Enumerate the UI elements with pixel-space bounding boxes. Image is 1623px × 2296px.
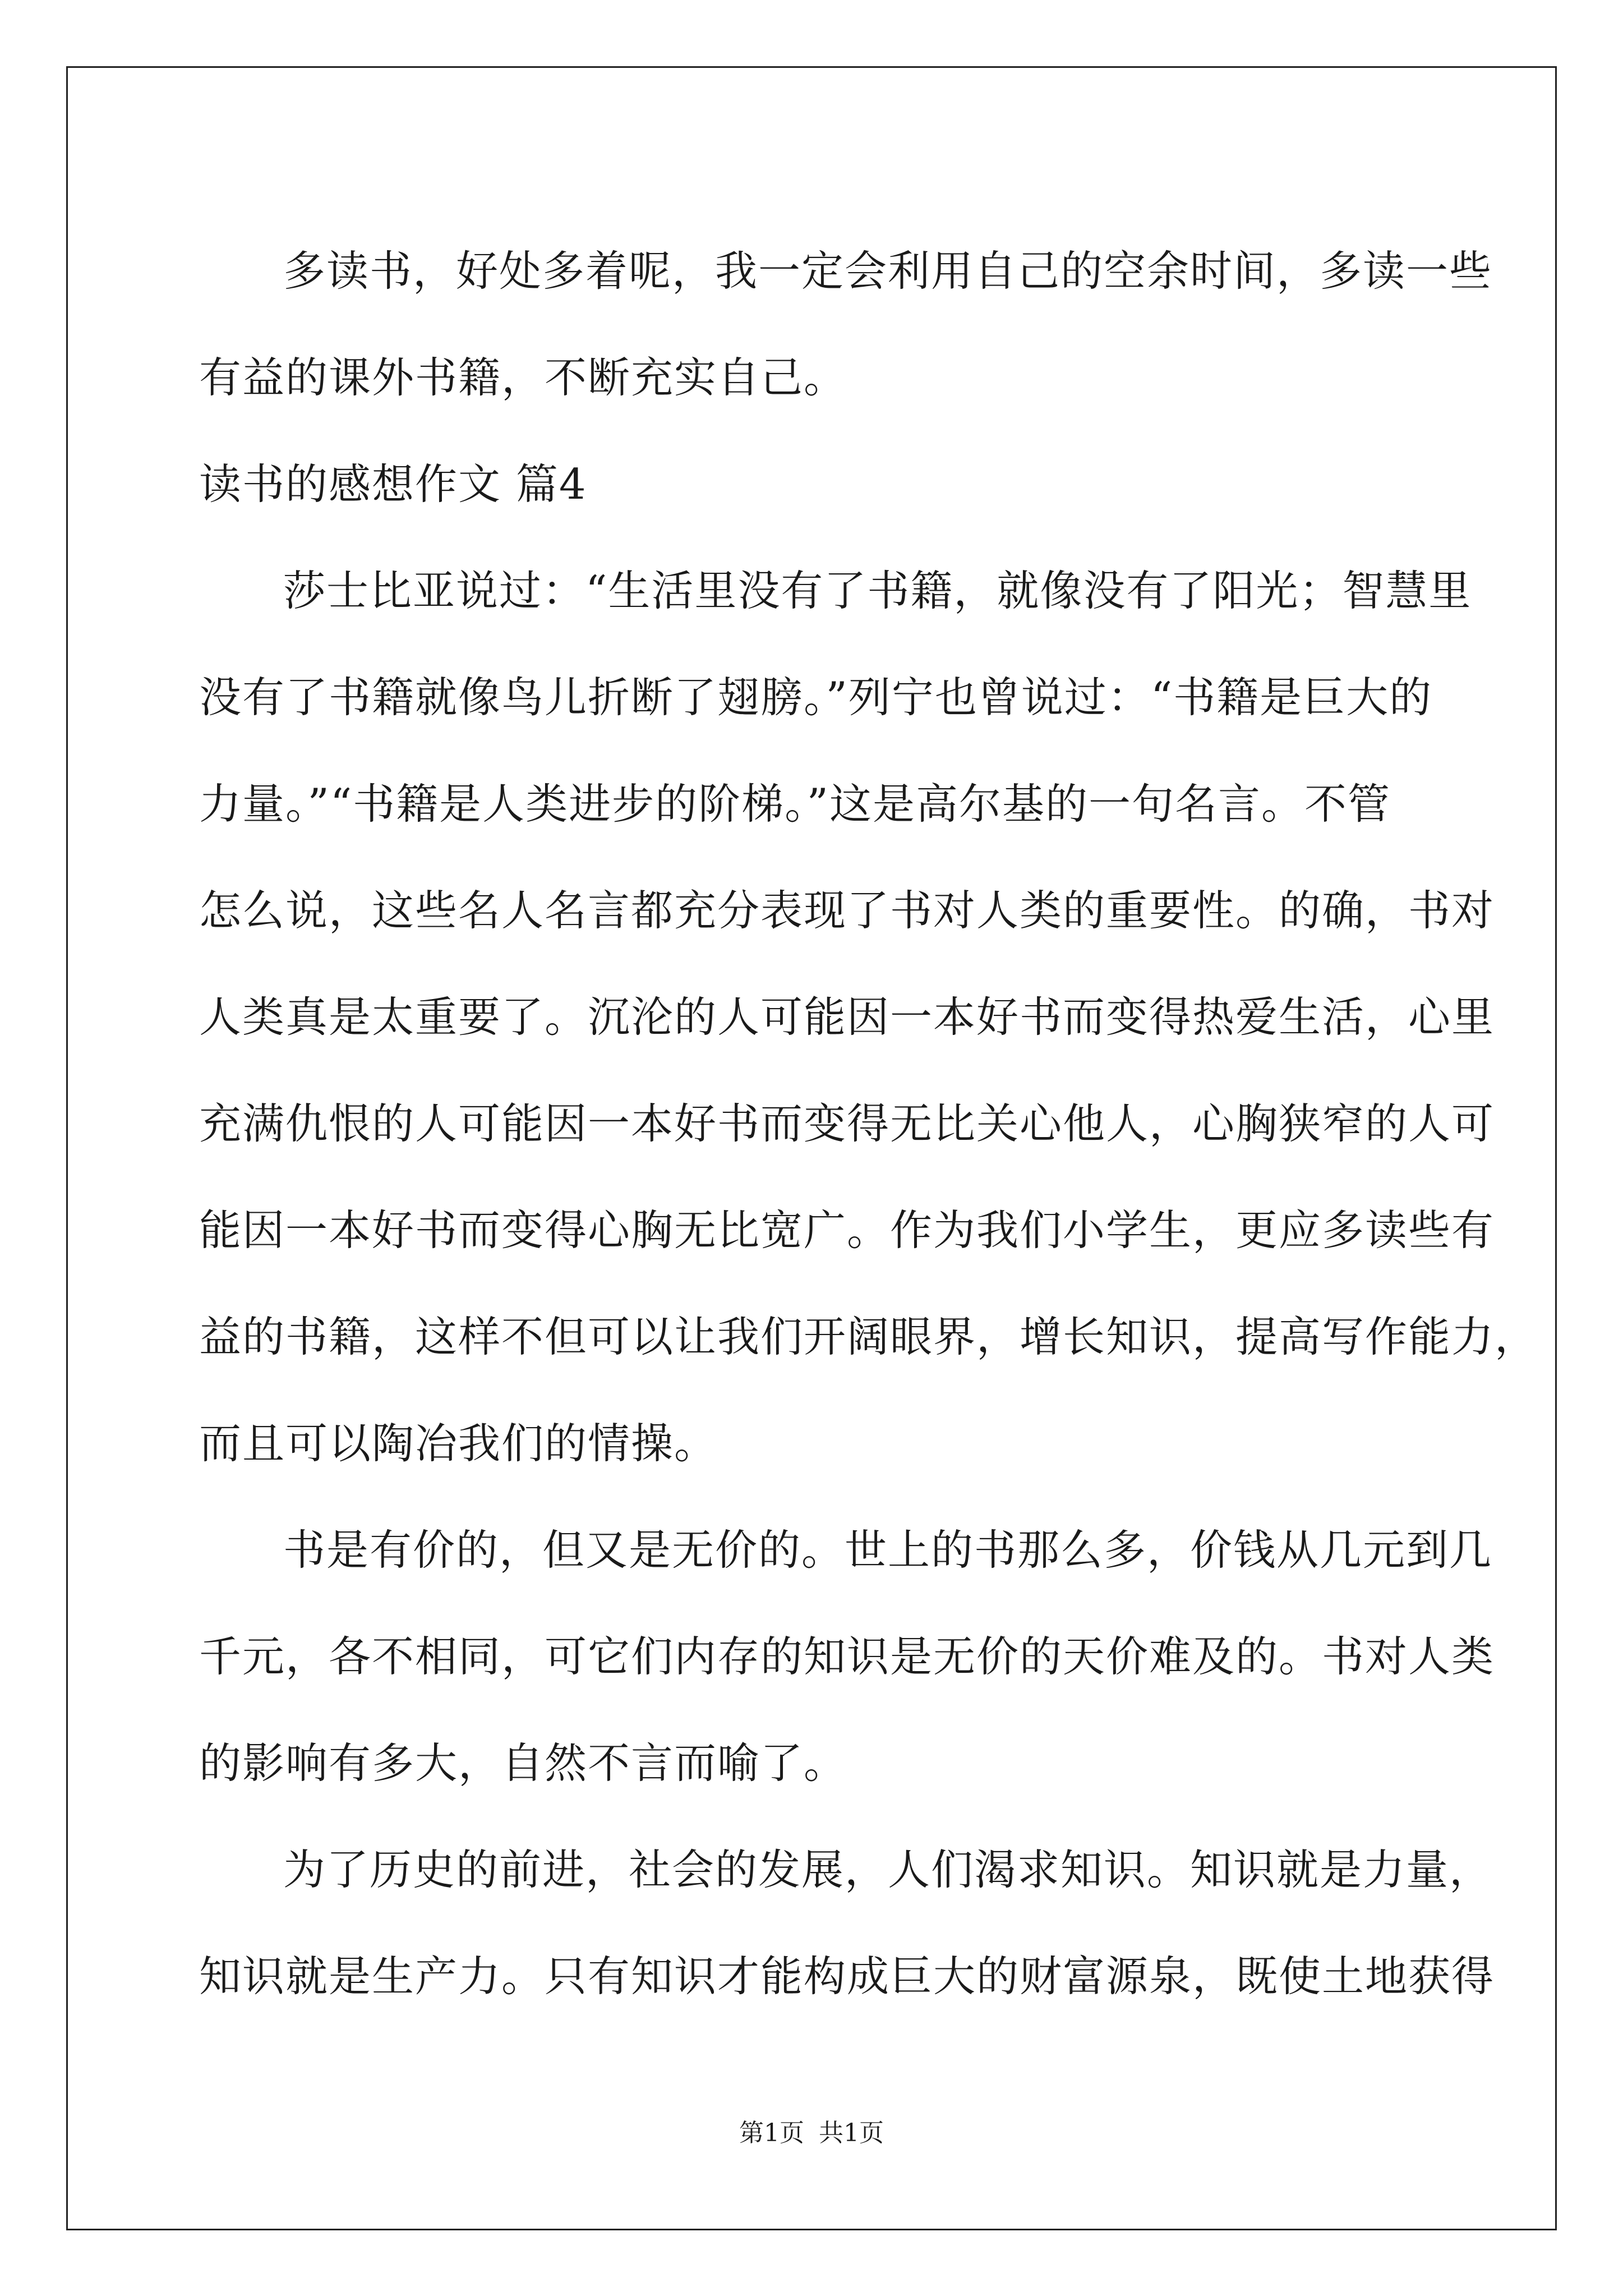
paragraph-line: 力量。”“书籍是人类进步的阶梯。”这是高尔基的一句名言。不管 [199, 779, 1391, 829]
paragraph-line: 千元，各不相同，可它们内存的知识是无价的天价难及的。书对人类 [199, 1632, 1495, 1681]
paragraph-line: 知识就是生产力。只有知识才能构成巨大的财富源泉，既使土地获得 [199, 1952, 1495, 2001]
paragraph-line: 没有了书籍就像鸟儿折断了翅膀。”列宁也曾说过：“书籍是巨大的 [199, 673, 1433, 722]
paragraph-line: 莎士比亚说过：“生活里没有了书籍，就像没有了阳光；智慧里 [283, 566, 1472, 615]
paragraph-line: 益的书籍，这样不但可以让我们开阔眼界，增长知识，提高写作能力， [199, 1312, 1538, 1361]
paragraph-line: 的影响有多大，自然不言而喻了。 [199, 1738, 847, 1788]
page-number: 第1页 [739, 2119, 804, 2147]
paragraph-line: 充满仇恨的人可能因一本好书而变得无比关心他人，心胸狭窄的人可 [199, 1099, 1495, 1148]
section-heading: 读书的感想作文 篇4 [199, 459, 587, 509]
paragraph-line: 怎么说，这些名人名言都充分表现了书对人类的重要性。的确，书对 [199, 886, 1495, 935]
paragraph-line: 而且可以陶冶我们的情操。 [199, 1419, 718, 1468]
page-footer [0, 2116, 1623, 2150]
paragraph-line: 书是有价的，但又是无价的。世上的书那么多，价钱从几元到几 [283, 1525, 1493, 1575]
paragraph-line: 有益的课外书籍，不断充实自己。 [199, 353, 847, 402]
document-body [199, 218, 1538, 2030]
paragraph-line: 多读书，好处多着呢，我一定会利用自己的空余时间，多读一些 [283, 246, 1493, 296]
page-total: 共1页 [819, 2119, 884, 2147]
paragraph-line: 能因一本好书而变得心胸无比宽广。作为我们小学生，更应多读些有 [199, 1205, 1495, 1255]
paragraph-line: 人类真是太重要了。沉沦的人可能因一本好书而变得热爱生活，心里 [199, 992, 1495, 1042]
paragraph-line: 为了历史的前进，社会的发展，人们渴求知识。知识就是力量， [283, 1845, 1493, 1894]
